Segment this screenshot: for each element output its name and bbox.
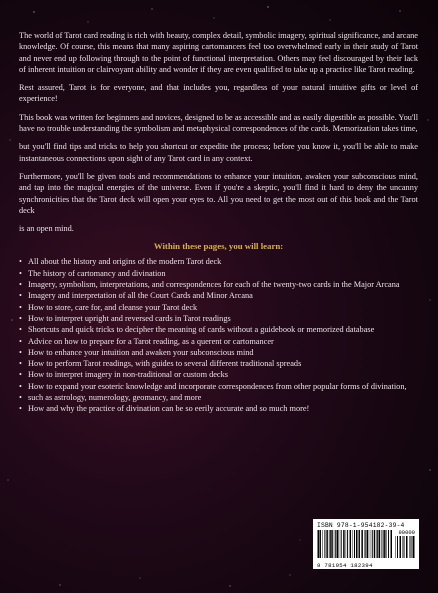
learn-list — [19, 256, 418, 414]
list-item: • How to enhance your intuition and awaken your subconscious mind — [19, 347, 418, 358]
list-item: • Imagery, symbolism, interpretations, and correspondences for each of the twenty-two cards in the Major Arcana — [19, 279, 418, 290]
list-item: • How to store, care for, and cleanse your Tarot deck — [19, 302, 418, 313]
intro-paragraph-2: Rest assured, Tarot is for everyone, and that includes you, regardless of your natural intuitive gifts or level of experience! — [19, 83, 418, 104]
list-item: • How and why the practice of divination can be so eerily accurate and so much more! — [19, 403, 418, 414]
list-item: • How to interpret imagery in non-traditional or custom decks — [19, 369, 418, 380]
list-item: • All about the history and origins of the modern Tarot deck — [19, 256, 418, 267]
list-item: • The history of cartomancy and divination — [19, 268, 418, 279]
learn-heading: Within these pages, you will learn: — [153, 241, 284, 252]
list-item: • such as astrology, numerology, geomancy, and more — [19, 392, 418, 403]
list-item: • Advice on how to prepare for a Tarot reading, as a querent or cartomancer — [19, 336, 418, 347]
isbn-label: ISBN 978-1-954182-39-4 — [317, 522, 405, 529]
list-item: • Imagery and interpretation of all the Court Cards and Minor Arcana — [19, 290, 418, 301]
intro-paragraph-5: Furthermore, you'll be given tools and recommendations to enhance your intuition, awaken your subconscious mind, and tap into the magical energies of the universe. Even if you're a skeptic, you'll find it hard to deny the uncanny synchronicities that the Tarot deck will open your eyes to. All you need to get the most out of this book and the Tarot deck — [19, 171, 418, 215]
intro-paragraph-3: This book was written for beginners and novices, designed to be as accessible and as easily digestible as possible. You'll have no trouble understanding the symbolism and metaphysical correspondences of the cards. Memorization takes time, — [19, 112, 418, 134]
list-item: • How to perform Tarot readings, with guides to several different traditional spreads — [19, 358, 418, 369]
list-item: • How to interpret upright and reversed cards in Tarot readings — [19, 313, 418, 324]
barcode-bars — [317, 530, 392, 558]
intro-paragraph-6: is an open mind. — [19, 224, 74, 234]
price-barcode-bars — [395, 536, 415, 558]
isbn-barcode — [313, 519, 419, 569]
intro-paragraph-1: The world of Tarot card reading is rich with beauty, complex detail, symbolic imagery, spiritual significance, and arcane knowledge. Of course, this means that many aspiring cartomancers feel too overwhelmed early in their study of Tarot and never end up following through to the point of functional interpretation. Others may feel discouraged by their lack of inherent intuition or clairvoyant ability and wonder if they are even qualified to take up a practice like Tarot reading. — [19, 31, 418, 74]
intro-paragraph-4: but you'll find tips and tricks to help you shortcut or expedite the process; before you know it, you'll be able to make instantaneous connections upon sight of any Tarot card in any context. — [19, 142, 418, 163]
price-code: 90000 — [398, 529, 415, 536]
list-item: • How to expand your esoteric knowledge and incorporate correspondences from other popular forms of divination, — [19, 381, 418, 392]
barcode-digits: 9 781954 182394 — [317, 562, 373, 569]
list-item: • Shortcuts and quick tricks to decipher the meaning of cards without a guidebook or memorized database — [19, 324, 418, 335]
